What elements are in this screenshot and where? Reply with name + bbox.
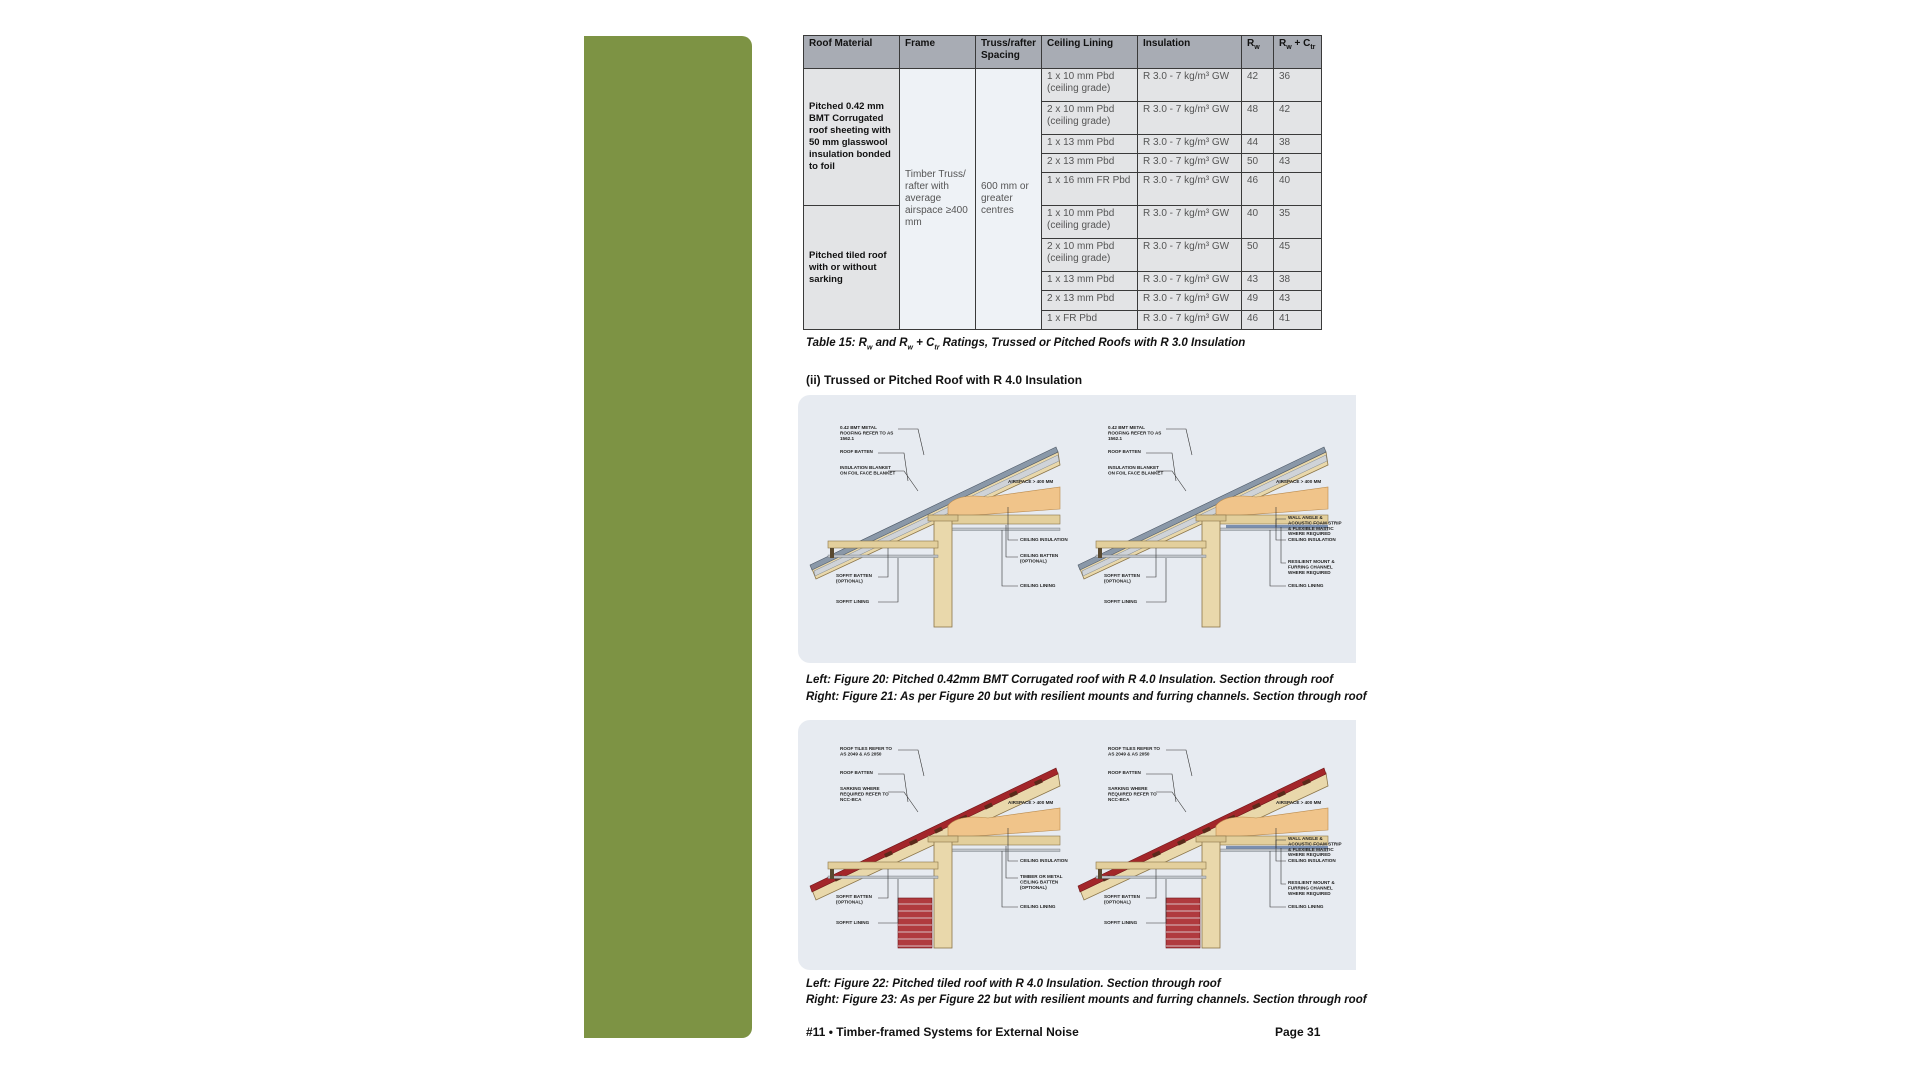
label-soffit-lining: SOFFIT LINING [1104, 920, 1138, 925]
insulation-cell: R 3.0 - 7 kg/m³ GW [1138, 206, 1242, 239]
label-blanket: INSULATION BLANKET ON FOIL FACE BLANKET [1108, 465, 1164, 476]
rw-cell: 49 [1242, 291, 1274, 310]
roof-material-cell: Pitched 0.42 mm BMT Corrugated roof sheeting with 50 mm glasswool insulation bonded to foil [804, 69, 900, 206]
rw-cell: 46 [1242, 310, 1274, 330]
label-ceiling-insulation: CEILING INSULATION [1288, 537, 1336, 542]
rw-cell: 44 [1242, 134, 1274, 153]
top-plate-fig20 [928, 515, 958, 521]
label-airspace: AIRSPACE > 400 MM [1276, 800, 1322, 805]
figure-20-21-drawing [798, 395, 1356, 663]
ceiling-lining-cell: 1 x 10 mm Pbd (ceiling grade) [1042, 206, 1138, 239]
side-color-bar [584, 36, 752, 1038]
label-wall-angle: WALL ANGLE & ACOUSTIC FOAM STRIP & FLEXIBLE MASTIC WHERE REQUIRED [1288, 515, 1342, 537]
ceiling-lining-fig22 [948, 849, 1060, 852]
figure-panel-metal [798, 395, 1356, 663]
label-roof-batten: ROOF BATTEN [840, 770, 873, 775]
rw-cell: 40 [1242, 206, 1274, 239]
wall-stud-fig20 [934, 517, 952, 627]
insulation-cell: R 3.0 - 7 kg/m³ GW [1138, 101, 1242, 134]
top-plate-fig21 [1196, 515, 1226, 521]
rw-ctr-cell: 42 [1274, 101, 1322, 134]
header-frame: Frame [900, 36, 976, 69]
label-ceiling-batten: TIMBER OR METAL CEILING BATTEN (OPTIONAL) [1020, 874, 1063, 890]
rw-ctr-cell: 41 [1274, 310, 1322, 330]
rw-cell: 43 [1242, 271, 1274, 290]
soffit-batten-fig23 [1096, 862, 1206, 869]
rw-cell: 42 [1242, 69, 1274, 102]
label-airspace: AIRSPACE > 400 MM [1008, 800, 1054, 805]
ceiling-lining-cell: 1 x 10 mm Pbd (ceiling grade) [1042, 69, 1138, 102]
ceiling-lining-cell: 1 x 16 mm FR Pbd [1042, 173, 1138, 206]
header-rw-ctr: $R_w + C_{tr}$ [1274, 36, 1322, 69]
label-soffit-batten: SOFFIT BATTEN (OPTIONAL) [1104, 894, 1140, 905]
caption-figure-22: Left: Figure 22: Pitched tiled roof with R 4.0 Insulation. Section through roof [806, 978, 1221, 990]
label-resilient-mount: RESILIENT MOUNT & FURRING CHANNEL WHERE REQUIRED [1288, 880, 1335, 896]
insulation-cell: R 3.0 - 7 kg/m³ GW [1138, 153, 1242, 172]
rw-cell: 50 [1242, 238, 1274, 271]
ceiling-joist-fig22 [948, 836, 1060, 845]
rw-cell: 50 [1242, 153, 1274, 172]
rw-ctr-cell: 38 [1274, 271, 1322, 290]
soffit-lining-fig20 [828, 555, 938, 558]
caption-figure-23: Right: Figure 23: As per Figure 22 but with resilient mounts and furring channels. Section through roof [806, 994, 1367, 1006]
label-soffit-batten: SOFFIT BATTEN (OPTIONAL) [1104, 573, 1140, 584]
label-roof-cover: 0.42 BMT METAL ROOFING REFER TO AS 1562.1 [840, 425, 894, 441]
label-roof-cover: ROOF TILES REFER TO AS 2049 & AS 2050 [840, 746, 892, 757]
insulation-cell: R 3.0 - 7 kg/m³ GW [1138, 69, 1242, 102]
label-ceiling-lining: CEILING LINING [1288, 904, 1324, 909]
wall-stud-fig23 [1202, 838, 1220, 948]
soffit-batten-fig21 [1096, 541, 1206, 548]
caption-figure-21: Right: Figure 21: As per Figure 20 but with resilient mounts and furring channels. Section through roof [806, 691, 1367, 703]
rw-ctr-cell: 36 [1274, 69, 1322, 102]
label-ceiling-insulation: CEILING INSULATION [1020, 537, 1068, 542]
ceiling-lining-fig20 [948, 528, 1060, 531]
table-row [804, 206, 1322, 239]
brick-veneer-fig22 [898, 898, 932, 948]
label-airspace: AIRSPACE > 400 MM [1008, 479, 1054, 484]
label-soffit-lining: SOFFIT LINING [1104, 599, 1138, 604]
insulation-cell: R 3.0 - 7 kg/m³ GW [1138, 310, 1242, 330]
table-body [804, 69, 1322, 330]
label-soffit-batten: SOFFIT BATTEN (OPTIONAL) [836, 573, 872, 584]
ceiling-lining-cell: 2 x 13 mm Pbd [1042, 153, 1138, 172]
label-roof-cover: 0.42 BMT METAL ROOFING REFER TO AS 1562.1 [1108, 425, 1162, 441]
insulation-cell: R 3.0 - 7 kg/m³ GW [1138, 271, 1242, 290]
footer-title: #11 • Timber-framed Systems for External Noise [806, 1025, 1079, 1039]
table-header-row [804, 36, 1322, 69]
label-wall-angle: WALL ANGLE & ACOUSTIC FOAM STRIP & FLEXIBLE MASTIC WHERE REQUIRED [1288, 836, 1342, 858]
rw-ctr-cell: 43 [1274, 291, 1322, 310]
header-spacing: Truss/rafter Spacing [976, 36, 1042, 69]
label-blanket: SARKING WHERE REQUIRED REFER TO NCC-BCA [840, 786, 889, 802]
frame-cell: Timber Truss/ rafter with average airspace ≥400 mm [900, 69, 976, 330]
soffit-lining-fig21 [1096, 555, 1206, 558]
insulation-cell: R 3.0 - 7 kg/m³ GW [1138, 134, 1242, 153]
label-ceiling-insulation: CEILING INSULATION [1288, 858, 1336, 863]
fascia-fig23 [1098, 869, 1102, 879]
footer-page-number: Page 31 [1275, 1025, 1321, 1039]
header-insulation: Insulation [1138, 36, 1242, 69]
label-resilient-mount: RESILIENT MOUNT & FURRING CHANNEL WHERE REQUIRED [1288, 559, 1335, 575]
label-ceiling-insulation: CEILING INSULATION [1020, 858, 1068, 863]
insulation-cell: R 3.0 - 7 kg/m³ GW [1138, 238, 1242, 271]
label-soffit-batten: SOFFIT BATTEN (OPTIONAL) [836, 894, 872, 905]
soffit-batten-fig20 [828, 541, 938, 548]
spacing-cell: 600 mm or greater centres [976, 69, 1042, 330]
label-ceiling-lining: CEILING LINING [1020, 904, 1056, 909]
fascia-fig22 [830, 869, 834, 879]
label-ceiling-lining: CEILING LINING [1020, 583, 1056, 588]
label-roof-batten: ROOF BATTEN [840, 449, 873, 454]
label-blanket: INSULATION BLANKET ON FOIL FACE BLANKET [840, 465, 896, 476]
label-roof-cover: ROOF TILES REFER TO AS 2049 & AS 2050 [1108, 746, 1160, 757]
ceiling-lining-cell: 2 x 10 mm Pbd (ceiling grade) [1042, 238, 1138, 271]
brick-veneer-fig23 [1166, 898, 1200, 948]
ceiling-joist-fig20 [948, 515, 1060, 524]
table-caption: Table 15: $R_w$ and $R_w + C_{tr}$ Ratings, Trussed or Pitched Roofs with R 3.0 Insulation [806, 337, 1246, 352]
section-heading: (ii) Trussed or Pitched Roof with R 4.0 Insulation [806, 373, 1083, 387]
rw-ctr-cell: 45 [1274, 238, 1322, 271]
wall-stud-fig21 [1202, 517, 1220, 627]
top-plate-fig23 [1196, 836, 1226, 842]
rw-cell: 46 [1242, 173, 1274, 206]
rw-ctr-cell: 43 [1274, 153, 1322, 172]
ceiling-lining-cell: 1 x FR Pbd [1042, 310, 1138, 330]
figure-panel-tiled [798, 720, 1356, 970]
soffit-batten-fig22 [828, 862, 938, 869]
label-soffit-lining: SOFFIT LINING [836, 599, 870, 604]
label-ceiling-batten: CEILING BATTEN (OPTIONAL) [1020, 553, 1059, 564]
ceiling-lining-cell: 2 x 13 mm Pbd [1042, 291, 1138, 310]
wall-stud-fig22 [934, 838, 952, 948]
ceiling-lining-cell: 1 x 13 mm Pbd [1042, 134, 1138, 153]
ceiling-lining-cell: 1 x 13 mm Pbd [1042, 271, 1138, 290]
insulation-cell: R 3.0 - 7 kg/m³ GW [1138, 291, 1242, 310]
roof-material-cell: Pitched tiled roof with or without sarking [804, 206, 900, 330]
soffit-lining-fig22 [828, 876, 938, 879]
label-blanket: SARKING WHERE REQUIRED REFER TO NCC-BCA [1108, 786, 1157, 802]
ceiling-lining-cell: 2 x 10 mm Pbd (ceiling grade) [1042, 101, 1138, 134]
header-rw: $R_w$ [1242, 36, 1274, 69]
rw-ctr-cell: 38 [1274, 134, 1322, 153]
top-plate-fig22 [928, 836, 958, 842]
insulation-cell: R 3.0 - 7 kg/m³ GW [1138, 173, 1242, 206]
label-soffit-lining: SOFFIT LINING [836, 920, 870, 925]
rw-ctr-cell: 40 [1274, 173, 1322, 206]
soffit-lining-fig23 [1096, 876, 1206, 879]
table-row [804, 69, 1322, 102]
header-roof-material: Roof Material [804, 36, 900, 69]
rw-cell: 48 [1242, 101, 1274, 134]
label-roof-batten: ROOF BATTEN [1108, 770, 1141, 775]
label-ceiling-lining: CEILING LINING [1288, 583, 1324, 588]
figure-22-23-drawing [798, 720, 1356, 970]
rw-ctr-cell: 35 [1274, 206, 1322, 239]
fascia-fig20 [830, 548, 834, 558]
caption-figure-20: Left: Figure 20: Pitched 0.42mm BMT Corrugated roof with R 4.0 Insulation. Section through roof [806, 674, 1334, 686]
ratings-table [803, 35, 1322, 330]
header-ceiling-lining: Ceiling Lining [1042, 36, 1138, 69]
fascia-fig21 [1098, 548, 1102, 558]
label-airspace: AIRSPACE > 400 MM [1276, 479, 1322, 484]
label-roof-batten: ROOF BATTEN [1108, 449, 1141, 454]
